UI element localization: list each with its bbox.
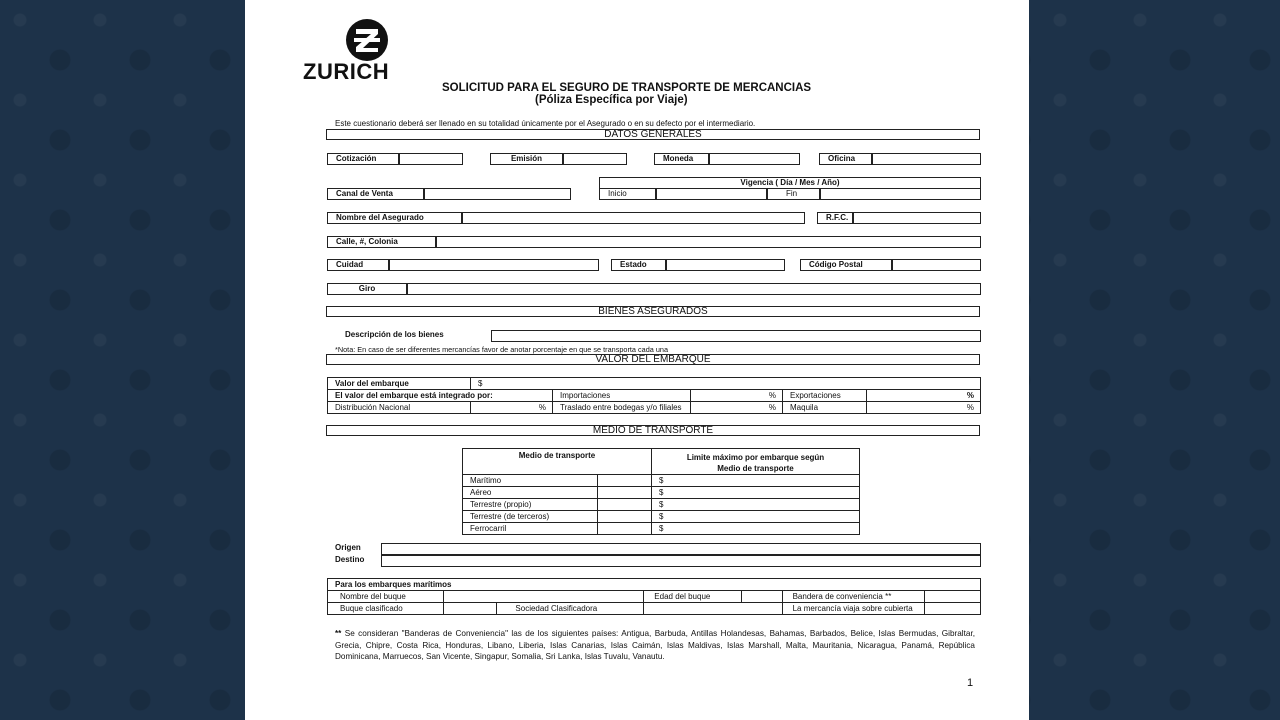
document-page — [245, 0, 1029, 720]
nombre-asegurado-field[interactable] — [462, 212, 805, 224]
medio-terrestre-propio-check[interactable] — [598, 499, 652, 511]
canal-venta-label: Canal de Venta — [327, 188, 424, 200]
section-bienes-asegurados: BIENES ASEGURADOS — [326, 306, 980, 317]
inicio-label: Inicio — [599, 188, 656, 200]
section-valor-embarque: VALOR DEL EMBARQUE — [326, 354, 980, 365]
limite-maritimo[interactable]: $ — [652, 475, 860, 487]
medio-terrestre-terceros-check[interactable] — [598, 511, 652, 523]
medio-maritimo: Marítimo — [463, 475, 598, 487]
section-medio-transporte: MEDIO DE TRANSPORTE — [326, 425, 980, 436]
logo-text: ZURICH — [303, 59, 390, 84]
medio-terrestre-propio: Terrestre (propio) — [463, 499, 598, 511]
fin-field[interactable] — [820, 188, 981, 200]
table-row — [463, 487, 860, 499]
traslado-field[interactable]: % — [691, 402, 783, 414]
maquila-field[interactable]: % — [867, 402, 981, 414]
page-number: 1 — [967, 677, 974, 689]
col-limite-header: Limite máximo por embarque según Medio de transporte — [652, 449, 860, 475]
edad-buque-label: Edad del buque — [644, 591, 742, 603]
zurich-logo — [303, 18, 435, 82]
ciudad-label: Cuidad — [327, 259, 389, 271]
codigo-postal-field[interactable] — [892, 259, 981, 271]
edad-buque-field[interactable] — [741, 591, 782, 603]
estado-label: Estado — [611, 259, 666, 271]
calle-field[interactable] — [436, 236, 981, 248]
zurich-logo-icon — [345, 18, 389, 62]
maquila-label: Maquila — [783, 402, 867, 414]
traslado-label: Traslado entre bodegas y/o filiales — [553, 402, 691, 414]
table-row — [463, 475, 860, 487]
rfc-field[interactable] — [853, 212, 981, 224]
maritimos-heading: Para los embarques marítimos — [328, 579, 981, 591]
descripcion-field[interactable] — [491, 330, 981, 342]
valor-label: Valor del embarque — [328, 378, 471, 390]
limite-terrestre-propio[interactable]: $ — [652, 499, 860, 511]
maritimos-table — [327, 578, 981, 615]
calle-label: Calle, #, Colonia — [327, 236, 436, 248]
medio-aereo-check[interactable] — [598, 487, 652, 499]
origen-label: Origen — [335, 543, 361, 552]
oficina-field[interactable] — [872, 153, 981, 165]
fin-label: Fin — [767, 188, 820, 200]
bienes-note: *Nota: En caso de ser diferentes mercancías favor de anotar porcentaje en que se transporta cada una — [335, 345, 669, 354]
moneda-label: Moneda — [654, 153, 709, 165]
sociedad-field[interactable] — [644, 603, 782, 615]
importaciones-label: Importaciones — [553, 390, 691, 402]
medio-ferrocarril: Ferrocarril — [463, 523, 598, 535]
valor-table — [327, 377, 981, 414]
buque-clasificado-field[interactable] — [443, 603, 497, 615]
transporte-table — [462, 448, 860, 535]
destino-field[interactable] — [381, 555, 981, 567]
form-title: SOLICITUD PARA EL SEGURO DE TRANSPORTE DE MERCANCIAS — [442, 82, 812, 94]
emision-label: Emisión — [490, 153, 563, 165]
cubierta-field[interactable] — [925, 603, 981, 615]
cubierta-label: La mercancía viaja sobre cubierta — [782, 603, 925, 615]
distribucion-field[interactable]: % — [471, 402, 553, 414]
limite-aereo[interactable]: $ — [652, 487, 860, 499]
form-subtitle: (Póliza Específica por Viaje) — [535, 94, 688, 106]
emision-field[interactable] — [563, 153, 627, 165]
cotizacion-field[interactable] — [399, 153, 463, 165]
integrado-label: El valor del embarque está integrado por: — [328, 390, 553, 402]
origen-field[interactable] — [381, 543, 981, 555]
ciudad-field[interactable] — [389, 259, 599, 271]
distribucion-label: Distribución Nacional — [328, 402, 471, 414]
limite-terrestre-terceros[interactable]: $ — [652, 511, 860, 523]
rfc-label: R.F.C. — [817, 212, 853, 224]
vigencia-header: Vigencia ( Día / Mes / Año) — [599, 177, 981, 189]
oficina-label: Oficina — [819, 153, 872, 165]
footnote-text: Se consideran "Banderas de Conveniencia" las de los siguientes países: Antigua, Barbuda, Antillas Holandesas, Bahamas, Barbados, Belice, Islas Bermudas, Gibraltar, Grecia, Chipre, Costa Rica, Honduras, Libano, Liberia, Islas Canarias, Islas Caimán, Islas Maldivas, Islas Marshall, Malta, Mauritania, Nicaragua, Panamá, República Dominicana, Marruecos, San Vicente, Singapur, Somalia, Sri Lanka, Islas Tuvalu, Vanautu. — [335, 629, 975, 661]
destino-label: Destino — [335, 555, 365, 564]
nombre-buque-field[interactable] — [443, 591, 644, 603]
giro-field[interactable] — [407, 283, 981, 295]
inicio-field[interactable] — [656, 188, 767, 200]
canal-vigencia-row — [327, 188, 981, 200]
nombre-buque-label: Nombre del buque — [328, 591, 444, 603]
table-row — [463, 511, 860, 523]
sociedad-label: Sociedad Clasificadora — [497, 603, 644, 615]
limite-ferrocarril[interactable]: $ — [652, 523, 860, 535]
importaciones-field[interactable]: % — [691, 390, 783, 402]
descripcion-label: Descripción de los bienes — [345, 330, 444, 339]
table-row — [463, 499, 860, 511]
medio-terrestre-terceros: Terrestre (de terceros) — [463, 511, 598, 523]
exportaciones-field[interactable]: % — [867, 390, 981, 402]
table-row — [463, 523, 860, 535]
footnote-marker: ** — [335, 629, 342, 638]
canal-venta-field[interactable] — [424, 188, 571, 200]
medio-maritimo-check[interactable] — [598, 475, 652, 487]
exportaciones-label: Exportaciones — [783, 390, 867, 402]
estado-field[interactable] — [666, 259, 785, 271]
quote-row — [327, 153, 981, 165]
bandera-label: Bandera de conveniencia ** — [782, 591, 925, 603]
col-medio-header: Medio de transporte — [463, 449, 652, 475]
giro-label: Giro — [327, 283, 407, 295]
calle-row — [327, 236, 981, 248]
nombre-asegurado-label: Nombre del Asegurado — [327, 212, 462, 224]
footnote — [335, 628, 975, 663]
moneda-field[interactable] — [709, 153, 800, 165]
ciudad-row — [327, 259, 981, 271]
section-datos-generales: DATOS GENERALES — [326, 129, 980, 140]
buque-clasificado-label: Buque clasificado — [328, 603, 444, 615]
bandera-field[interactable] — [925, 591, 981, 603]
medio-ferrocarril-check[interactable] — [598, 523, 652, 535]
valor-field[interactable]: $ — [471, 378, 981, 390]
medio-aereo: Aéreo — [463, 487, 598, 499]
instruction-text: Este cuestionario deberá ser llenado en su totalidad únicamente por el Asegurado o en su defecto por el intermediario. — [335, 119, 756, 128]
cotizacion-label: Cotización — [327, 153, 399, 165]
giro-row — [327, 283, 981, 295]
codigo-postal-label: Código Postal — [800, 259, 892, 271]
asegurado-row — [327, 212, 981, 224]
